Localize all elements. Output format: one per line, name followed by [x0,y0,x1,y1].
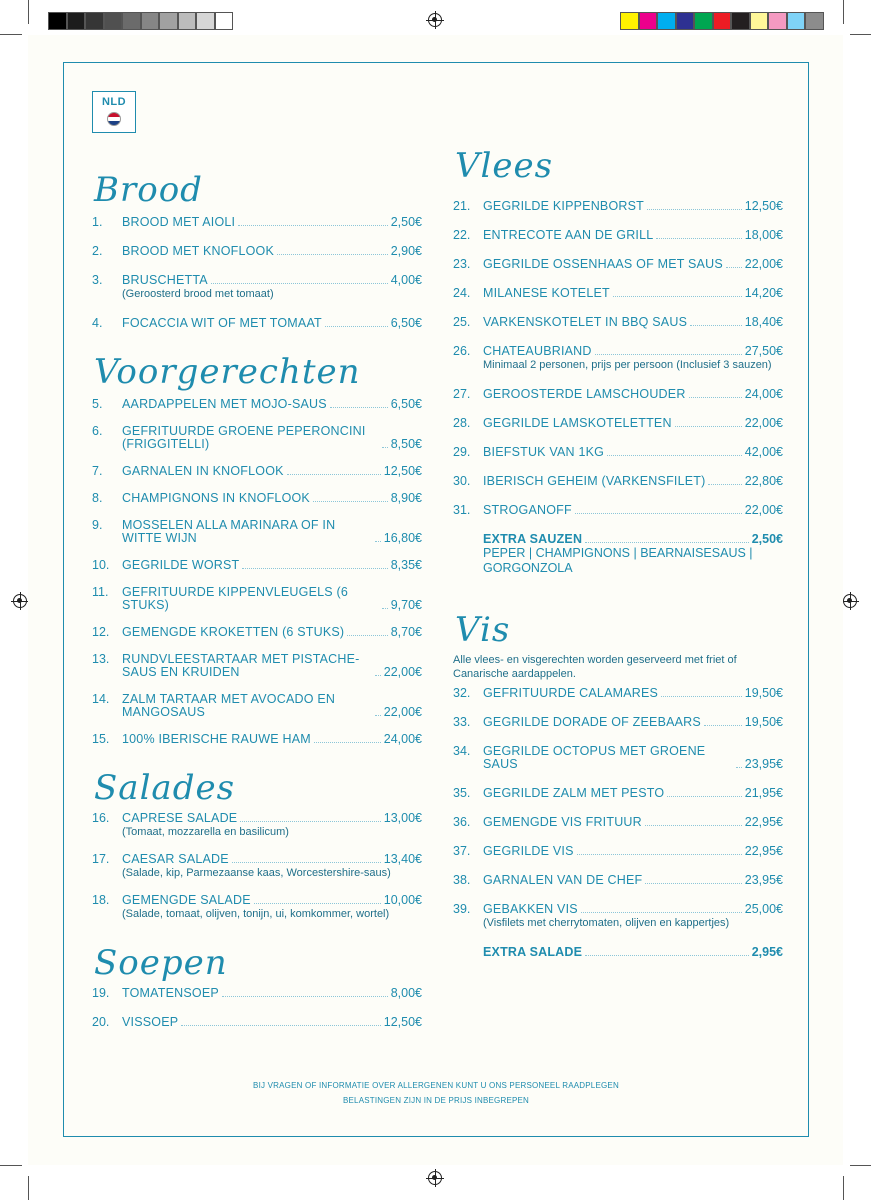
item-number: 25. [453,315,471,329]
dot-leader [382,608,388,609]
color-swatch [676,12,695,30]
dot-leader [222,996,388,997]
item-price: 13,00€ [383,811,422,825]
menu-item[interactable] [453,446,783,459]
item-name: GEGRILDE OCTOPUS MET GROENE SAUS [483,744,706,771]
gray-swatch [178,12,197,30]
item-name: GEGRILDE KIPPENBORST [483,199,644,213]
item-price: 19,50€ [744,715,783,729]
dot-leader [656,238,741,239]
item-name: GEGRILDE DORADE OF ZEEBAARS [483,715,701,729]
dot-leader [330,407,388,408]
netherlands-flag-icon [107,112,121,126]
item-name: BIEFSTUK VAN 1KG [483,445,605,459]
color-swatch [787,12,806,30]
item-price: 19,50€ [744,686,783,700]
item-number: 34. [453,744,471,758]
gray-swatch [215,12,234,30]
menu-item[interactable] [453,417,783,430]
item-number: 30. [453,474,471,488]
item-name: STROGANOFF [483,503,572,517]
menu-item[interactable] [453,316,783,329]
gray-swatch [104,12,123,30]
item-number: 10. [92,558,110,572]
item-number: 1. [92,215,103,229]
item-name: MILANESE KOTELET [483,286,610,300]
section-soepen [92,943,422,1029]
extra-sauzen-options: PEPER | CHAMPIGNONS | BEARNAISESAUS | GORGONZOLA [483,546,753,575]
item-price: 8,50€ [390,437,422,451]
item-name: GEMENGDE SALADE [122,893,251,907]
item-price: 2,90€ [390,244,422,258]
dot-leader [726,267,742,268]
crop-mark [0,1165,22,1166]
gray-swatch [122,12,141,30]
item-price: 6,50€ [390,316,422,330]
item-name: RUNDVLEESTARTAAR MET PISTACHE-SAUS EN KRUIDEN [122,652,360,679]
color-swatch [639,12,658,30]
language-badge[interactable] [92,91,136,133]
dot-leader [704,725,742,726]
item-number: 28. [453,416,471,430]
gray-swatch [196,12,215,30]
item-name: GEFRITUURDE KIPPENVLEUGELS (6 STUKS) [122,585,348,612]
dot-leader [595,354,742,355]
item-price: 22,00€ [744,503,783,517]
item-number: 22. [453,228,471,242]
item-name: CAESAR SALADE [122,852,229,866]
gray-swatch [67,12,86,30]
dot-leader [375,541,381,542]
menu-item[interactable] [92,492,422,505]
item-price: 14,20€ [744,286,783,300]
gray-swatch [48,12,67,30]
dot-leader [242,568,387,569]
dot-leader [585,955,749,956]
item-price: 16,80€ [383,531,422,545]
color-swatch [805,12,824,30]
item-name: GEFRITUURDE CALAMARES [483,686,659,700]
item-number: 21. [453,199,471,213]
item-name: GEROOSTERDE LAMSCHOUDER [483,387,686,401]
crop-mark [850,34,871,35]
menu-item[interactable] [92,274,422,301]
item-price: 12,50€ [383,464,422,478]
item-name: AARDAPPELEN MET MOJO-SAUS [122,397,327,411]
item-price: 21,95€ [744,786,783,800]
item-price: 25,00€ [744,902,783,916]
item-number: 7. [92,464,103,478]
dot-leader [382,447,388,448]
menu-item[interactable] [453,504,783,517]
item-description: (Salade, kip, Parmezaanse kaas, Worcestershire-saus) [122,867,391,879]
item-price: 23,95€ [744,873,783,887]
item-number: 13. [92,652,110,666]
menu-item[interactable] [92,519,422,545]
menu-item[interactable] [453,388,783,401]
item-price: 22,00€ [383,665,422,679]
dot-leader [613,296,742,297]
tax-notice: BELASTINGEN ZIJN IN DE PRIJS INBEGREPEN [342,1096,530,1105]
extra-salade-label: EXTRA SALADE [483,945,583,959]
menu-item[interactable] [92,653,422,679]
dot-leader [577,854,742,855]
item-name: GEGRILDE OSSENHAAS OF MET SAUS [483,257,723,271]
item-number: 26. [453,344,471,358]
crop-mark [28,1176,29,1200]
section-vis [453,610,783,959]
dot-leader [607,455,742,456]
dot-leader [575,513,742,514]
menu-item[interactable] [453,258,783,271]
item-name: CAPRESE SALADE [122,811,238,825]
menu-item[interactable] [92,398,422,411]
item-price: 24,00€ [383,732,422,746]
dot-leader [667,796,742,797]
item-price: 22,95€ [744,844,783,858]
menu-item[interactable] [92,733,422,746]
dot-leader [287,474,381,475]
menu-item[interactable] [453,287,783,300]
section-heading-voorgerechten: Voorgerechten [94,352,361,392]
item-number: 29. [453,445,471,459]
extra-sauzen[interactable] [453,533,783,576]
menu-item[interactable] [453,345,783,372]
item-number: 23. [453,257,471,271]
item-number: 37. [453,844,471,858]
item-price: 8,70€ [390,625,422,639]
registration-mark-bottom [428,1171,442,1185]
dot-leader [238,225,388,226]
item-description: (Salade, tomaat, olijven, tonijn, ui, komkommer, wortel) [122,908,390,920]
item-number: 11. [92,585,109,599]
item-name: CHAMPIGNONS IN KNOFLOOK [122,491,310,505]
menu-item[interactable] [453,874,783,887]
item-number: 31. [453,503,471,517]
item-price: 8,00€ [390,986,422,1000]
item-price: 24,00€ [744,387,783,401]
item-number: 24. [453,286,471,300]
dot-leader [347,635,387,636]
dot-leader [232,862,381,863]
item-number: 20. [92,1015,110,1029]
item-name: TOMATENSOEP [122,986,219,1000]
item-name: BRUSCHETTA [122,273,208,287]
item-number: 8. [92,491,103,505]
item-number: 12. [92,625,110,639]
item-price: 13,40€ [383,852,422,866]
item-name: BROOD MET KNOFLOOK [122,244,275,258]
item-name: 100% IBERISCHE RAUWE HAM [122,732,311,746]
item-name: CHATEAUBRIAND [483,344,592,358]
dot-leader [647,209,742,210]
menu-item[interactable] [92,586,422,612]
gray-swatch [159,12,178,30]
item-number: 4. [92,316,103,330]
menu-item[interactable] [92,245,422,258]
extra-salade[interactable] [453,946,783,959]
menu-item[interactable] [92,853,422,880]
section-heading-soepen: Soepen [94,943,228,983]
section-heading-vis: Vis [455,610,511,650]
item-name: GEGRILDE VIS [483,844,574,858]
dot-leader [689,397,742,398]
dot-leader [645,825,742,826]
side-dish-note: Alle vlees- en visgerechten worden geserveerd met friet of Canarische aardappelen. [453,654,737,680]
item-description: (Visfilets met cherrytomaten, olijven en kappertjes) [483,917,730,929]
item-description: Minimaal 2 personen, prijs per persoon (Inclusief 3 sauzen) [483,359,772,371]
dot-leader [375,715,381,716]
item-name: ENTRECOTE AAN DE GRILL [483,228,654,242]
dot-leader [313,501,388,502]
section-heading-brood: Brood [94,170,203,210]
menu-item[interactable] [92,465,422,478]
registration-mark-top [428,13,442,27]
item-name: BROOD MET AIOLI [122,215,236,229]
crop-mark [850,1165,871,1166]
dot-leader [675,426,742,427]
item-name: GEGRILDE WORST [122,558,240,572]
item-price: 22,00€ [383,705,422,719]
item-number: 17. [92,852,110,866]
crop-mark [843,0,844,24]
item-number: 6. [92,424,103,438]
dot-leader [581,912,742,913]
dot-leader [277,254,388,255]
menu-item[interactable] [92,425,422,451]
item-price: 10,00€ [383,893,422,907]
item-number: 32. [453,686,471,700]
menu-item[interactable] [453,787,783,800]
registration-mark-right [843,594,857,608]
item-price: 9,70€ [390,598,422,612]
item-name: GEMENGDE KROKETTEN (6 STUKS) [122,625,345,639]
menu-footer [64,1078,808,1108]
item-number: 15. [92,732,110,746]
item-price: 27,50€ [744,344,783,358]
section-heading-vlees: Vlees [455,146,554,186]
menu-item[interactable] [453,229,783,242]
dot-leader [254,903,381,904]
item-price: 2,50€ [390,215,422,229]
item-price: 22,00€ [744,257,783,271]
menu-item[interactable] [92,987,422,1000]
menu-item[interactable] [453,687,783,700]
item-price: 42,00€ [744,445,783,459]
item-name: VISSOEP [122,1015,179,1029]
menu-item[interactable] [453,845,783,858]
crop-mark [0,34,22,35]
menu-item[interactable] [92,626,422,639]
grayscale-color-bar [48,12,233,30]
item-name: IBERISCH GEHEIM (VARKENSFILET) [483,474,706,488]
extra-sauzen-price: 2,50€ [751,532,783,546]
item-number: 36. [453,815,471,829]
item-number: 2. [92,244,103,258]
item-description: (Tomaat, mozzarella en basilicum) [122,826,289,838]
item-price: 18,00€ [744,228,783,242]
color-swatch [657,12,676,30]
dot-leader [240,821,380,822]
menu-item[interactable] [92,812,422,839]
gray-swatch [141,12,160,30]
allergen-notice: BIJ VRAGEN OF INFORMATIE OVER ALLERGENEN KUNT U ONS PERSONEEL RAADPLEGEN [253,1081,619,1090]
menu-item[interactable] [453,745,783,771]
item-name: MOSSELEN ALLA MARINARA OF IN WITTE WIJN [122,518,336,545]
section-brood [92,170,422,330]
item-number: 3. [92,273,103,287]
menu-item[interactable] [453,816,783,829]
item-number: 38. [453,873,471,887]
item-name: GARNALEN IN KNOFLOOK [122,464,284,478]
item-price: 12,50€ [744,199,783,213]
menu-item[interactable] [92,216,422,229]
color-swatch [731,12,750,30]
dot-leader [690,325,742,326]
item-name: GARNALEN VAN DE CHEF [483,873,643,887]
dot-leader [708,484,741,485]
extra-salade-price: 2,95€ [751,945,783,959]
menu-item[interactable] [92,894,422,921]
section-salades [92,768,422,921]
crop-mark [28,0,29,24]
dot-leader [181,1025,380,1026]
menu-item[interactable] [453,475,783,488]
extra-sauzen-label: EXTRA SAUZEN [483,532,583,546]
item-name: GEGRILDE ZALM MET PESTO [483,786,665,800]
item-name: ZALM TARTAAR MET AVOCADO EN MANGOSAUS [122,692,336,719]
registration-mark-left [13,594,27,608]
menu-left-column [92,170,422,1029]
item-price: 22,00€ [744,416,783,430]
item-price: 23,95€ [744,757,783,771]
crop-mark [843,1176,844,1200]
item-price: 8,90€ [390,491,422,505]
item-number: 18. [92,893,110,907]
item-number: 39. [453,902,471,916]
item-number: 9. [92,518,103,532]
item-price: 4,00€ [390,273,422,287]
item-number: 27. [453,387,471,401]
menu-item[interactable] [453,903,783,930]
item-price: 18,40€ [744,315,783,329]
item-price: 6,50€ [390,397,422,411]
color-swatch [694,12,713,30]
color-swatch [750,12,769,30]
menu-item[interactable] [92,1016,422,1029]
dot-leader [211,283,388,284]
item-number: 14. [92,692,110,706]
color-swatch [713,12,732,30]
item-name: GEMENGDE VIS FRITUUR [483,815,642,829]
section-heading-salades: Salades [94,768,236,808]
menu-item[interactable] [92,317,422,330]
dot-leader [661,696,742,697]
item-description: (Geroosterd brood met tomaat) [122,288,274,300]
section-vlees [453,146,783,576]
item-price: 22,80€ [744,474,783,488]
item-name: VARKENSKOTELET IN BBQ SAUS [483,315,688,329]
menu-item[interactable] [453,716,783,729]
menu-item[interactable] [92,559,422,572]
item-price: 22,95€ [744,815,783,829]
item-name: GEGRILDE LAMSKOTELETTEN [483,416,672,430]
item-price: 12,50€ [383,1015,422,1029]
item-name: FOCACCIA WIT OF MET TOMAAT [122,316,322,330]
item-number: 16. [92,811,110,825]
language-code: NLD [101,96,127,108]
item-number: 35. [453,786,471,800]
dot-leader [585,542,749,543]
item-number: 33. [453,715,471,729]
menu-item[interactable] [92,693,422,719]
dot-leader [325,326,388,327]
item-number: 19. [92,986,110,1000]
dot-leader [314,742,381,743]
item-name: GEFRITUURDE GROENE PEPERONCINI (FRIGGITELLI) [122,424,366,451]
cmyk-color-bar [620,12,824,30]
menu-right-column [453,146,783,959]
gray-swatch [85,12,104,30]
item-name: GEBAKKEN VIS [483,902,578,916]
dot-leader [375,675,381,676]
color-swatch [768,12,787,30]
item-price: 8,35€ [390,558,422,572]
dot-leader [736,767,742,768]
color-swatch [620,12,639,30]
menu-item[interactable] [453,200,783,213]
section-voorgerechten [92,352,422,746]
dot-leader [645,883,741,884]
item-number: 5. [92,397,103,411]
